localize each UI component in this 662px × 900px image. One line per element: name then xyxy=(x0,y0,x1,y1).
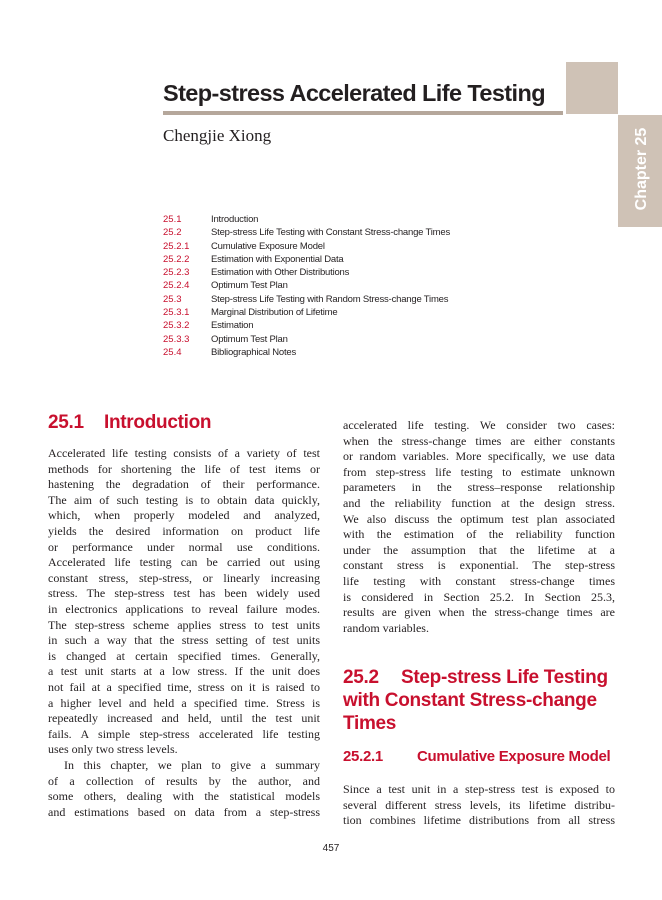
text-line: or random variables. More specifically, we use data xyxy=(343,449,615,464)
toc-number: 25.2.1 xyxy=(163,240,190,252)
author-name: Chengjie Xiong xyxy=(163,126,272,145)
text-line: fails. A simple step-stress accelerated life testing xyxy=(48,726,320,741)
toc-title: Step-stress Life Testing with Random Stress-change Times xyxy=(211,293,449,305)
table-of-contents xyxy=(163,213,483,359)
text-line: a test unit starts at a low stress. If the unit does xyxy=(48,664,320,679)
text-line: accelerated life testing. We consider two cases: xyxy=(343,418,615,432)
toc-entry xyxy=(163,253,483,266)
toc-entry xyxy=(163,319,483,332)
text-line: life testing with constant stress-change times xyxy=(343,573,615,588)
toc-number: 25.3.1 xyxy=(163,307,190,319)
text-line: stress. The step-stress test has been widely used xyxy=(48,586,320,601)
text-line: Accelerated life testing consists of a variety of test xyxy=(48,446,320,460)
toc-entry xyxy=(163,346,483,359)
text-line: is considered in Section 25.2. In Section 25.3, xyxy=(343,589,615,604)
section-heading-25-1 xyxy=(48,412,211,434)
section-number: 25.2 xyxy=(343,667,379,688)
section-title-line: with Constant Stress-change xyxy=(343,690,597,711)
toc-title: Introduction xyxy=(211,214,259,225)
text-line: constant stress is exponential. The step-stress xyxy=(343,558,615,573)
text-line: some others, dealing with the statistical models xyxy=(48,789,320,804)
toc-title: Step-stress Life Testing with Constant Stress-change Times xyxy=(211,227,451,239)
text-line: hastening the degradation of their performance. xyxy=(48,477,320,492)
toc-number: 25.3.3 xyxy=(163,333,190,345)
introduction-paragraph-1 xyxy=(48,446,320,758)
cumulative-exposure-paragraph xyxy=(343,782,615,829)
toc-number: 25.2 xyxy=(163,227,182,239)
section-title: Introduction xyxy=(104,412,212,433)
toc-title: Marginal Distribution of Lifetime xyxy=(211,307,338,319)
text-line: Accelerated life testing can be carried out using xyxy=(48,555,320,570)
introduction-continued xyxy=(343,418,615,636)
text-line: in such a way that the stress setting of test units xyxy=(48,633,320,648)
text-line: Since a test unit in a step-stress test is exposed to xyxy=(343,782,615,796)
text-line: The step-stress scheme applies stress to test units xyxy=(48,617,320,632)
section-number: 25.1 xyxy=(48,412,84,433)
text-line: from step-stress life testing to estimate unknown xyxy=(343,464,615,479)
toc-entry xyxy=(163,279,483,292)
toc-number: 25.3 xyxy=(163,293,182,305)
toc-entry xyxy=(163,333,483,346)
toc-title: Estimation with Other Distributions xyxy=(211,267,350,279)
toc-number: 25.2.2 xyxy=(163,253,190,265)
text-line: repeatedly increased and held, until the test unit xyxy=(48,711,320,726)
text-line: random variables. xyxy=(343,620,429,635)
text-line: uses only two stress levels. xyxy=(48,742,178,757)
toc-entry xyxy=(163,306,483,319)
text-line: a higher level and held a specified time. Stress is xyxy=(48,695,320,710)
text-line: In this chapter, we plan to give a summary xyxy=(64,758,320,772)
subsection-heading-25-2-1 xyxy=(343,748,610,765)
text-line: constant stress, step-stress, or linearly increasing xyxy=(48,570,320,585)
text-line: or performance under normal use conditions. xyxy=(48,539,320,554)
section-title-line: Times xyxy=(343,713,397,734)
text-line: and the reliability function at the design stress. xyxy=(343,495,615,510)
text-line: and estimations based on data from a step-stress xyxy=(48,804,320,819)
toc-entry xyxy=(163,213,483,226)
text-line: The aim of such testing is to obtain data quickly, xyxy=(48,492,320,507)
text-line: in electronics applications to reveal failure modes. xyxy=(48,601,320,616)
text-line: with the estimation of the reliability function xyxy=(343,527,615,542)
toc-entry xyxy=(163,266,483,279)
toc-number: 25.1 xyxy=(163,214,182,225)
text-line: several different stress levels, its lifetime distribu- xyxy=(343,797,615,812)
toc-number: 25.3.2 xyxy=(163,320,190,332)
toc-title: Bibliographical Notes xyxy=(211,346,297,358)
text-line: We also discuss the optimum test plan associated xyxy=(343,511,615,526)
toc-title: Cumulative Exposure Model xyxy=(211,240,325,252)
toc-title: Optimum Test Plan xyxy=(211,333,288,345)
toc-title: Estimation xyxy=(211,320,254,332)
subsection-title: Cumulative Exposure Model xyxy=(417,748,611,765)
text-line: of a collection of results by the author, and xyxy=(48,773,320,788)
section-title-line: Step-stress Life Testing xyxy=(401,667,608,688)
chapter-tab xyxy=(618,115,662,227)
toc-title: Estimation with Exponential Data xyxy=(211,253,344,265)
toc-number: 25.2.4 xyxy=(163,280,190,292)
chapter-tab-label: Chapter 25 xyxy=(633,127,650,211)
text-line: when the stress-change times are either constants xyxy=(343,433,615,448)
toc-entry xyxy=(163,226,483,239)
section-heading-25-2 xyxy=(343,666,608,735)
page-number: 457 xyxy=(322,843,340,854)
title-rule xyxy=(163,111,563,115)
text-line: yields the desired information on product life xyxy=(48,523,320,538)
text-line: tion combines lifetime distributions from all stress xyxy=(343,813,615,828)
toc-number: 25.4 xyxy=(163,346,182,358)
chapter-decoration-block xyxy=(566,62,618,114)
toc-number: 25.2.3 xyxy=(163,267,190,279)
subsection-number: 25.2.1 xyxy=(343,748,383,765)
text-line: which, when properly modeled and analyzed, xyxy=(48,508,320,523)
introduction-paragraph-2 xyxy=(48,758,320,820)
text-line: not fail at a specified time, stress on it is raised to xyxy=(48,679,320,694)
chapter-title: Step-stress Accelerated Life Testing xyxy=(163,80,545,106)
toc-entry xyxy=(163,293,483,306)
text-line: is changed at certain specified times. Generally, xyxy=(48,648,320,663)
toc-entry xyxy=(163,240,483,253)
text-line: under the assumption that the lifetime at a xyxy=(343,542,615,557)
text-line: parameters in the stress–response relationship xyxy=(343,480,615,495)
toc-title: Optimum Test Plan xyxy=(211,280,288,292)
text-line: methods for shortening the life of test items or xyxy=(48,461,320,476)
text-line: results are given when the stress-change times are xyxy=(343,605,615,620)
